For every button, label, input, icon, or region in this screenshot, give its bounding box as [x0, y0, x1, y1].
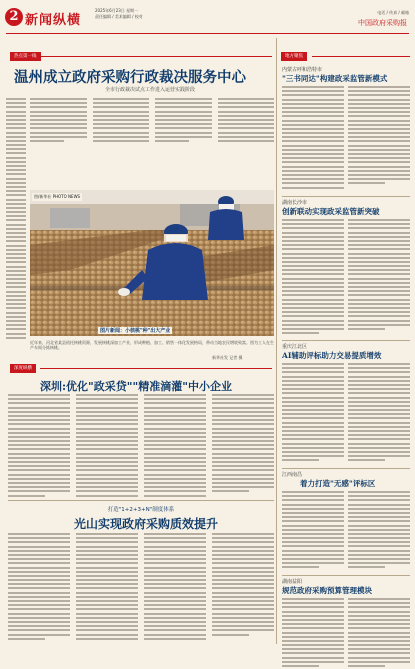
- text-column: [144, 533, 206, 642]
- story-divider: [282, 196, 410, 197]
- text-column: [348, 491, 410, 571]
- photo-credit: 新华社发 记者 摄: [212, 355, 243, 360]
- guangshan-body: [8, 533, 274, 642]
- contact-meta: 电话 / 传真 / 邮箱: [377, 10, 409, 15]
- text-column: [212, 533, 274, 642]
- text-column: [348, 363, 410, 464]
- headline-jiangbei: AI辅助评标助力交易提质增效: [282, 351, 382, 360]
- kicker-jiangbei: 重庆江北区: [282, 344, 308, 350]
- subheadline-wenzhou: 全市行政裁决试点工作进入运营实践阶段: [104, 87, 195, 93]
- story-divider: [282, 468, 410, 469]
- text-column: [348, 86, 410, 191]
- headline-guangshan: 光山实现政府采购质效提升: [74, 517, 219, 531]
- jiangbei-body: [282, 363, 410, 464]
- headline-changsha: 创新联动实现政采监管新突破: [282, 207, 380, 216]
- page-number-badge: 2: [5, 8, 23, 26]
- column-divider: [276, 38, 277, 644]
- photo-label: 图/新华社 PHOTO NEWS: [34, 194, 81, 199]
- section-title: 新闻纵横: [25, 13, 82, 28]
- text-column: [76, 394, 138, 499]
- date-text: 2025年6月23日 星期一: [95, 8, 139, 13]
- text-column: [144, 394, 206, 499]
- text-column: [282, 363, 344, 464]
- headline-wenzhou: 温州成立政府采购行政裁决服务中心: [14, 69, 246, 86]
- text-column: [282, 86, 344, 191]
- editor-text: 责任编辑 / 美术编辑 / 校对: [95, 14, 143, 19]
- text-column: [348, 598, 410, 669]
- section-tag-depth: 深度纵横: [10, 364, 36, 373]
- text-column: [282, 598, 344, 669]
- shenzhen-body: [8, 394, 274, 499]
- photo-caption: 近年来，河北省某县依托核桃资源，发展核桃深加工产业，形成种植、加工、销售一体化发展格局，带动当地农民增收致富。图为工人在生产车间分拣核桃。: [30, 340, 274, 350]
- text-column: [218, 98, 275, 144]
- sidebar-text: [6, 98, 26, 341]
- text-column: [282, 219, 344, 336]
- text-column: [348, 219, 410, 336]
- tag-rule: [40, 56, 272, 57]
- kicker-yiyang: 湖南益阳: [282, 579, 303, 585]
- newspaper-brand: 中国政府采购报: [358, 19, 407, 27]
- headline-hohhot: "三书同达"构建政采监管新模式: [282, 74, 388, 83]
- text-column: [93, 98, 150, 144]
- nanchang-body: [282, 491, 410, 571]
- changsha-body: [282, 219, 410, 336]
- text-column: [30, 98, 87, 144]
- photo-caption-title: 图片新闻：小核桃"种"出大产业: [100, 328, 171, 334]
- kicker-changsha: 湖南长沙市: [282, 200, 308, 206]
- story-divider: [8, 500, 274, 501]
- story-divider: [282, 575, 410, 576]
- tag-rule: [312, 56, 410, 57]
- hohhot-body: [282, 86, 410, 191]
- header-divider: [6, 33, 409, 34]
- headline-shenzhen: 深圳:优化"政采贷""精准滴灌"中小企业: [40, 380, 232, 393]
- headline-yiyang: 规范政府采购预算管理模块: [282, 586, 372, 595]
- kicker-hohhot: 内蒙古呼和浩特市: [282, 67, 323, 73]
- wenzhou-body: [30, 98, 274, 144]
- kicker-nanchang: 江西南昌: [282, 472, 303, 478]
- headline-nanchang: 着力打造"无感"评标区: [300, 479, 376, 488]
- walnut-factory-illustration: [30, 190, 274, 336]
- yiyang-body: [282, 598, 410, 669]
- text-column: [212, 394, 274, 499]
- section-tag-local: 地方聚焦: [281, 52, 307, 61]
- text-column: [155, 98, 212, 144]
- text-column: [282, 491, 344, 571]
- section-tag-hotspot: 热点第一线: [10, 52, 41, 61]
- page-header: [0, 0, 415, 34]
- text-column: [8, 533, 70, 642]
- story-divider: [282, 340, 410, 341]
- tag-rule: [40, 368, 272, 369]
- text-column: [8, 394, 70, 499]
- date-line: [95, 8, 143, 20]
- news-photo: [30, 190, 274, 336]
- text-column: [76, 533, 138, 642]
- kicker-guangshan: 打造"1+2+3+N"制度体系: [107, 507, 175, 513]
